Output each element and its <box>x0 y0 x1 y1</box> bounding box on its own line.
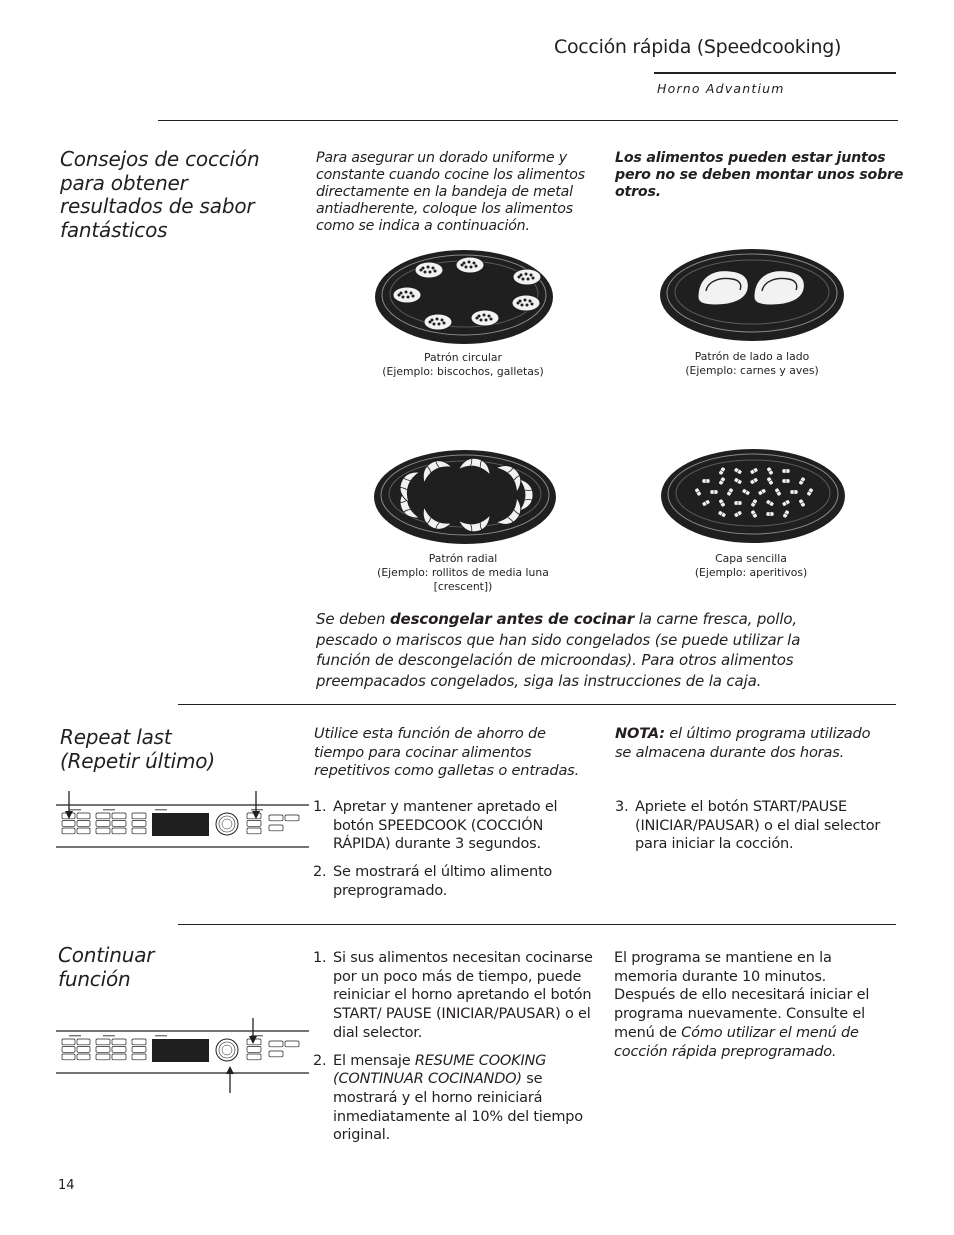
thaw-text-emphasis: descongelar antes de cocinar <box>389 610 635 628</box>
thaw-instructions-text <box>316 609 836 691</box>
caption-title: Patrón circular <box>424 351 502 364</box>
biscuit-icon <box>393 287 421 303</box>
appetizer-icon <box>782 469 790 473</box>
biscuit-icon <box>513 269 541 285</box>
continue-step-2: 2. El mensaje RESUME COOKING (CONTINUAR COCINANDO) se mostrará y el horno reiniciará inmediatamente al 10% del tiempo original. <box>313 1052 583 1144</box>
repeat-step-2: 2. Se mostrará el último alimento preprogramado. <box>313 864 553 899</box>
appetizer-icon <box>710 490 718 494</box>
continue-steps-list <box>313 949 598 1154</box>
biscuit-icon <box>415 262 443 278</box>
radial-pattern-tray-icon <box>373 448 558 546</box>
caption-example: (Ejemplo: carnes y aves) <box>685 364 819 378</box>
radial-pattern-caption <box>363 552 563 595</box>
tips-section-title: Consejos de cocción para obtener resultados de sabor fantásticos <box>60 147 260 242</box>
repeat-step-1: 1. Apretar y mantener apretado el botón SPEEDCOOK (COCCIÓN RÁPIDA) durante 3 segundos. <box>313 799 558 853</box>
single-layer-pattern-tray-icon <box>660 447 846 545</box>
thaw-text-rest: la carne fresca, pollo, pescado o mariscos que han sido congelados (se puede utilizar la función de descongelación de microondas). Para otros alimentos preempacados congelados, siga las instrucciones de la caja. <box>316 610 801 690</box>
circular-pattern-caption <box>363 351 563 379</box>
appetizer-icon <box>734 501 742 505</box>
thaw-text-lead: Se deben <box>316 610 390 628</box>
section-divider-top <box>158 120 898 121</box>
appetizer-icon <box>766 512 774 516</box>
repeat-step-3-list <box>615 798 890 863</box>
caption-example: (Ejemplo: biscochos, galletas) <box>382 365 544 379</box>
caption-title: Capa sencilla <box>715 552 787 565</box>
side-by-side-pattern-caption <box>652 350 852 378</box>
header-rule <box>654 72 896 74</box>
caption-example: (Ejemplo: aperitivos) <box>694 566 808 580</box>
control-panel-diagram-repeat <box>55 789 310 851</box>
circular-pattern-tray-icon <box>374 248 554 346</box>
memory-note-link-text: Cómo utilizar el menú de cocción rápida preprogramado. <box>614 1024 859 1060</box>
memory-note-text: El programa se mantiene en la memoria durante 10 minutos. Después de ello necesitará iniciar el programa nuevamente. Consulte el menú de <box>614 950 870 1041</box>
appetizer-icon <box>782 479 790 483</box>
repeat-intro-text: Utilice esta función de ahorro de tiempo para cocinar alimentos repetitivos como galletas o entradas. <box>314 725 580 780</box>
biscuit-icon <box>456 257 484 273</box>
continue-step-1: 1. Si sus alimentos necesitan cocinarse por un poco más de tiempo, puede reiniciar el horno apretando el botón START/ PAUSE (INICIAR/PAUSAR) o el dial selector. <box>313 950 593 1041</box>
page-header-title: Cocción rápida (Speedcooking) <box>554 36 842 58</box>
appetizer-icon <box>790 490 798 494</box>
continue-section-title: Continuar función <box>58 943 155 991</box>
page-number: 14 <box>58 1178 75 1193</box>
section-divider-repeat <box>178 704 896 705</box>
page-header-subtitle: Horno Advantium <box>657 81 785 96</box>
biscuit-icon <box>424 314 452 330</box>
repeat-step-3: 3. Apriete el botón START/PAUSE (INICIAR/PAUSAR) o el dial selector para iniciar la cocción. <box>615 799 881 853</box>
biscuit-icon <box>512 295 540 311</box>
control-panel-diagram-continue <box>55 1018 310 1094</box>
continue-memory-note <box>614 949 876 1061</box>
note-text: el último programa utilizado se almacena durante dos horas. <box>615 725 871 761</box>
tips-warning-text: Los alimentos pueden estar juntos pero no se deben montar unos sobre otros. <box>615 150 904 200</box>
caption-title: Patrón radial <box>428 552 498 565</box>
caption-title: Patrón de lado a lado <box>694 350 810 363</box>
repeat-section-title: Repeat last (Repetir último) <box>60 725 215 773</box>
repeat-note <box>615 725 890 762</box>
repeat-steps-list <box>313 798 585 910</box>
side-by-side-pattern-tray-icon <box>658 247 846 343</box>
biscuit-icon <box>471 310 499 326</box>
section-divider-continue <box>178 924 896 925</box>
single-layer-pattern-caption <box>651 552 851 580</box>
note-label: NOTA: <box>615 725 665 742</box>
appetizer-icon <box>702 479 710 483</box>
tips-intro-text: Para asegurar un dorado uniforme y constante cuando cocine los alimentos directamente en la bandeja de metal antiadherente, coloque los alimentos como se indica a continuación. <box>316 150 585 234</box>
caption-example: (Ejemplo: rollitos de media luna [crescent]) <box>377 566 549 594</box>
